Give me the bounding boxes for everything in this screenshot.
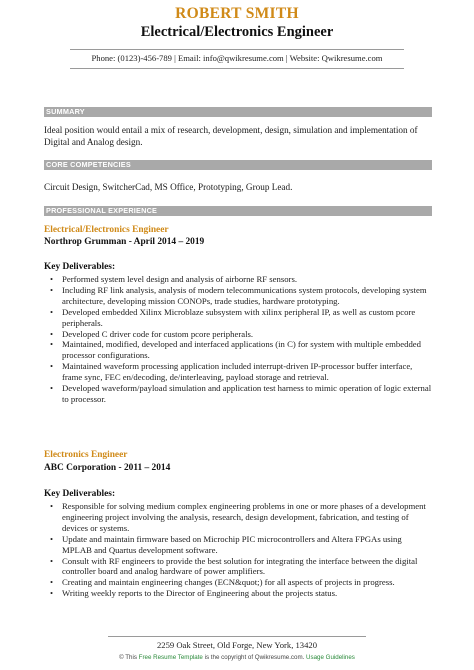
candidate-title: Electrical/Electronics Engineer [140, 24, 334, 40]
list-item: • Responsible for solving medium complex engineering problems in one or more phases of a development engineering project involving the analysis, research, design development, fabrication, and testing of devices or systems. [50, 501, 426, 533]
bullet-icon: • [50, 588, 54, 599]
contact-info: Phone: (0123)-456-789 | Email: info@qwikresume.com | Website: Qwikresume.com [91, 53, 383, 63]
section-header-competencies: CORE COMPETENCIES [44, 160, 432, 170]
list-item: • Maintained, modified, developed and interfaced applications (in C) for system with multiple embedded processor configurations. [50, 339, 421, 361]
footer-address: 2259 Oak Street, Old Forge, New York, 13420 [156, 640, 317, 650]
footer-credit: © This Free Resume Template is the copyright of Qwikresume.com. Usage Guidelines [119, 654, 355, 661]
bullet-icon: • [50, 274, 54, 284]
job-company: ABC Corporation - 2011 – 2014 [44, 463, 171, 473]
bullet-icon: • [50, 533, 54, 544]
bullet-icon: • [50, 339, 54, 350]
bullet-icon: • [50, 328, 54, 339]
job-title: Electrical/Electronics Engineer [44, 225, 169, 235]
bullet-icon: • [50, 306, 54, 317]
competencies-text: Circuit Design, SwitcherCad, MS Office, Prototyping, Group Lead. [44, 182, 293, 192]
contact-divider-top [70, 49, 404, 50]
contact-divider-bottom [70, 68, 404, 69]
key-deliverables-label: Key Deliverables: [44, 489, 116, 499]
list-item: • Developed waveform/payload simulation and application test harness to mimic operation of logic external to processor. [50, 383, 432, 404]
bullet-icon: • [50, 577, 54, 588]
job-bullets [50, 274, 432, 405]
bullet-icon: • [50, 555, 54, 566]
section-header-summary: SUMMARY [44, 107, 432, 117]
bullet-icon: • [50, 284, 54, 295]
list-item: • Update and maintain firmware based on Microchip PIC microcontrollers and Altera FPGAs using MPLAB and Quartus development software. [50, 533, 402, 555]
footer-divider [108, 636, 366, 637]
job-bullets [50, 501, 432, 599]
bullet-icon: • [50, 383, 54, 394]
list-item: • Writing weekly reports to the Director of Engineering about the projects status. [50, 588, 338, 599]
list-item: • Creating and maintain engineering changes (ECN&quot;) for all aspects of projects in progress. [50, 577, 395, 588]
usage-guidelines-link[interactable]: Usage Guidelines [306, 654, 355, 661]
list-item: • Performed system level design and analysis of airborne RF sensors. [50, 274, 297, 284]
bullet-icon: • [50, 501, 54, 511]
list-item: • Consult with RF engineers to provide the best solution for integrating the interface between the digital controller board and analog hardware of power amplifiers. [50, 555, 418, 577]
bullet-icon: • [50, 361, 54, 372]
key-deliverables-label: Key Deliverables: [44, 262, 116, 272]
summary-text: Ideal position would entail a mix of research, development, design, simulation and implementation of Digital and Analog design. [44, 125, 418, 147]
section-header-experience: PROFESSIONAL EXPERIENCE [44, 206, 432, 216]
job-company: Northrop Grumman - April 2014 – 2019 [44, 237, 205, 247]
list-item: • Developed C driver code for custom pcore peripherals. [50, 328, 254, 339]
free-resume-template-link[interactable]: Free Resume Template [138, 654, 203, 661]
job-title: Electronics Engineer [44, 450, 128, 460]
list-item: • Developed embedded Xilinx Microblaze subsystem with xilinx peripheral IP, as well as custom pcore peripherals. [50, 306, 416, 328]
candidate-name: ROBERT SMITH [175, 5, 299, 22]
list-item: • Including RF link analysis, analysis of modern telecommunications system protocols, developing system architecture, developing mission CONOPs, trade studies, hardware prototyping. [50, 284, 427, 306]
list-item: • Maintained waveform processing application included interrupt-driven IP-processor buffer interface, frame sync, FEC en/decoding, de/interleaving, payload storage and retrieval. [50, 361, 413, 383]
